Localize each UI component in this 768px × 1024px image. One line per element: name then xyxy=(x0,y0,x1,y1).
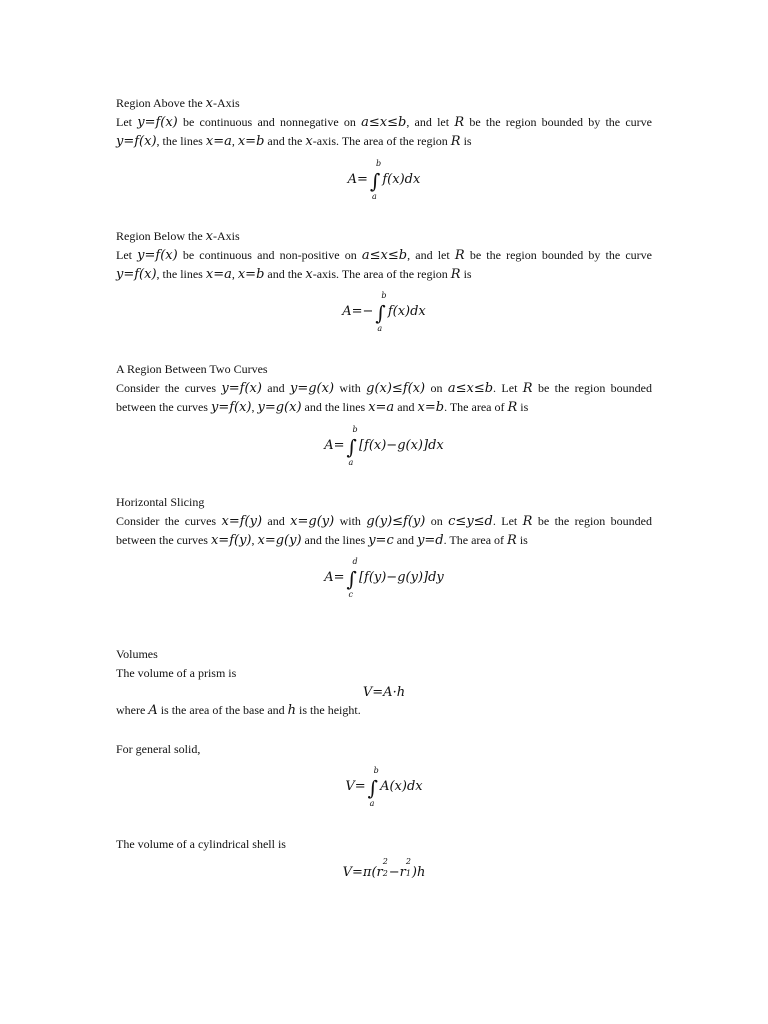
section-paragraph: Consider the curves x=f(y) and x=g(y) with g(y)≤f(y) on c≤y≤d. Let R be the region bounded between the curves x=f(y), x=g(y) and the lines y=c and y=d. The area of R is xyxy=(116,514,653,548)
section-between-curves xyxy=(116,360,652,417)
section-heading: Region Above the x-Axis xyxy=(116,96,240,111)
equation-area-below: A=− ∫ b a f(x)dx xyxy=(342,291,426,333)
section-heading: Horizontal Slicing xyxy=(116,495,205,509)
equation-cylindrical-shell: V=π(r 2 2 −r 2 1 )h xyxy=(342,857,426,880)
equation-prism-volume: V=A·h xyxy=(362,685,406,700)
section-paragraph: Consider the curves y=f(x) and y=g(x) with g(x)≤f(x) on a≤x≤b. Let R be the region bounded between the curves y=f(x), y=g(x) and the lines x=a and x=b. The area of R is xyxy=(116,381,653,415)
section-heading: Volumes xyxy=(116,647,158,661)
equation-area-between: A= ∫ b a [f(x)−g(x)]dx xyxy=(324,425,444,467)
section-paragraph: Let y=f(x) be continuous and nonnegative on a≤x≤b, and let R be the region bounded by the curve y=f(x), the lines x=a, x=b and the x-axis. The area of the region R is xyxy=(116,115,653,149)
equation-area-above: A= ∫ b a f(x)dx xyxy=(347,159,421,201)
section-heading: A Region Between Two Curves xyxy=(116,362,268,376)
equation-general-volume: V= ∫ b a A(x)dx xyxy=(345,766,423,808)
equation-horizontal-slicing: A= ∫ d c [f(y)−g(y)]dy xyxy=(324,557,444,599)
section-region-above xyxy=(116,94,652,151)
cylindrical-shell-text: The volume of a cylindrical shell is xyxy=(116,837,286,851)
prism-text: The volume of a prism is xyxy=(116,666,237,680)
section-heading: Region Below the x-Axis xyxy=(116,229,240,244)
section-volumes xyxy=(116,645,652,683)
prism-where-line: where A is the area of the base and h is the height. xyxy=(116,703,361,718)
section-region-below xyxy=(116,227,652,284)
section-paragraph: Let y=f(x) be continuous and non-positive on a≤x≤b, and let R be the region bounded by the curve y=f(x), the lines x=a, x=b and the x-axis. The area of the region R is xyxy=(116,248,652,282)
general-solid-text: For general solid, xyxy=(116,742,201,756)
section-horizontal-slicing xyxy=(116,493,652,550)
